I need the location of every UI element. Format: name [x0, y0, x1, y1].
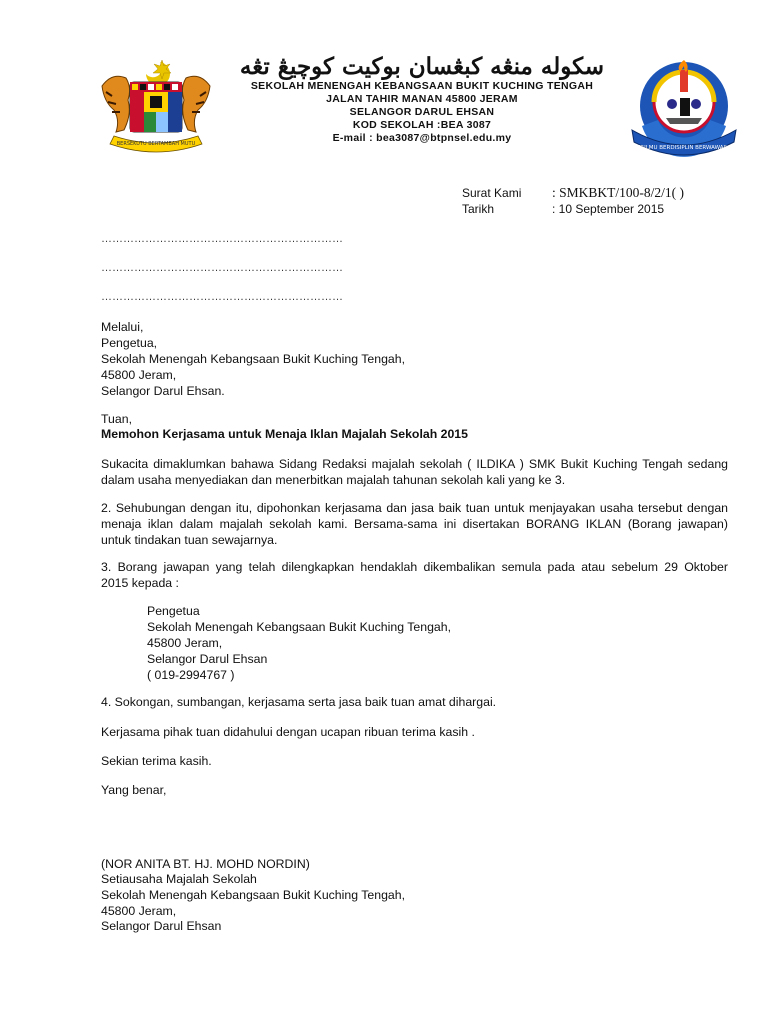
paragraph-line: Sukacita dimaklumkan bahawa Sidang Redaksi majalah sekolah ( ILDIKA ) SMK Bukit Kuching Tengah sedang	[101, 457, 728, 471]
paragraph-3	[101, 559, 728, 591]
thanks-line-2: Sekian terima kasih.	[101, 754, 212, 768]
tarikh-label: Tarikh	[462, 202, 495, 216]
paragraph-line: menaja iklan dalam majalah sekolah kami. Bersama-sama ini disertakan BORANG IKLAN (Borang jawapan)	[101, 517, 728, 531]
paragraph-1	[101, 456, 728, 488]
school-email: E-mail : bea3087@btpnsel.edu.my	[332, 132, 512, 144]
signatory-line: Setiausaha Majalah Sekolah	[101, 872, 257, 886]
surat-value: : SMKBKT/100-8/2/1( )	[552, 185, 685, 200]
letterhead	[222, 54, 622, 145]
paragraph-4: 4. Sokongan, sumbangan, kerjasama serta jasa baik tuan amat dihargai.	[101, 695, 497, 709]
reference-surat	[462, 185, 684, 201]
signatory-name: (NOR ANITA BT. HJ. MOHD NORDIN)	[101, 857, 310, 871]
via-line: Pengetua,	[101, 336, 158, 350]
via-line: Selangor Darul Ehsan.	[101, 384, 225, 398]
school-motto: BERILMU BERDISIPLIN BERWAWASAN	[633, 145, 735, 151]
reference-tarikh	[462, 201, 664, 217]
paragraph-line: untuk tindakan tuan sewajarnya.	[101, 533, 278, 547]
return-address-line: Selangor Darul Ehsan	[147, 652, 268, 666]
via-line: Sekolah Menengah Kebangsaan Bukit Kuching Tengah,	[101, 352, 406, 366]
return-address-line: Sekolah Menengah Kebangsaan Bukit Kuching Tengah,	[147, 620, 452, 634]
school-name-jawi: سکوله منڠه کبڠسان بوکيت کوچيڠ تڠه	[239, 53, 605, 80]
return-address-line: 45800 Jeram,	[147, 636, 223, 650]
paragraph-line: dalam usaha menyediakan dan menerbitkan majalah tahunan sekolah kali yang ke 3.	[101, 473, 566, 487]
surat-label: Surat Kami	[462, 186, 522, 200]
paragraph-line: 2. Sehubungan dengan itu, dipohonkan kerjasama dan jasa baik tuan untuk menjayakan usaha tersebut dengan	[101, 501, 728, 515]
via-label: Melalui,	[101, 320, 144, 334]
recipient-line-2: …………………………………………………………	[101, 262, 343, 274]
signatory-line: Selangor Darul Ehsan	[101, 919, 222, 933]
thanks-line-1: Kerjasama pihak tuan didahului dengan ucapan ribuan terima kasih .	[101, 725, 475, 739]
paragraph-line: 2015 kepada :	[101, 576, 179, 590]
school-address-line1: JALAN TAHIR MANAN 45800 JERAM	[326, 93, 518, 105]
school-crest-icon	[628, 56, 740, 160]
paragraph-line: 3. Borang jawapan yang telah dilengkapkan hendaklah dikembalikan semula pada atau sebelum 29 Oktober	[101, 560, 728, 574]
svg-text:BERSEKUTU BERTAMBAH MUTU: BERSEKUTU BERTAMBAH MUTU	[116, 141, 196, 147]
school-address-line2: SELANGOR DARUL EHSAN	[349, 106, 495, 118]
paragraph-2	[101, 500, 728, 548]
malaysia-coat-of-arms-icon	[94, 56, 218, 156]
subject-line: Memohon Kerjasama untuk Menaja Iklan Majalah Sekolah 2015	[101, 427, 468, 441]
return-address-line: Pengetua	[147, 604, 200, 618]
recipient-line-3: …………………………………………………………	[101, 291, 343, 303]
via-line: 45800 Jeram,	[101, 368, 177, 382]
school-code: KOD SEKOLAH :BEA 3087	[352, 119, 492, 131]
closing: Yang benar,	[101, 783, 167, 797]
tarikh-value: : 10 September 2015	[552, 202, 665, 216]
school-name: SEKOLAH MENENGAH KEBANGSAAN BUKIT KUCHING TENGAH	[250, 80, 594, 92]
signatory-line: 45800 Jeram,	[101, 904, 177, 918]
salutation: Tuan,	[101, 412, 132, 426]
return-address-phone: ( 019-2994767 )	[147, 668, 235, 682]
signatory-line: Sekolah Menengah Kebangsaan Bukit Kuching Tengah,	[101, 888, 406, 902]
recipient-line-1: …………………………………………………………	[101, 233, 343, 245]
